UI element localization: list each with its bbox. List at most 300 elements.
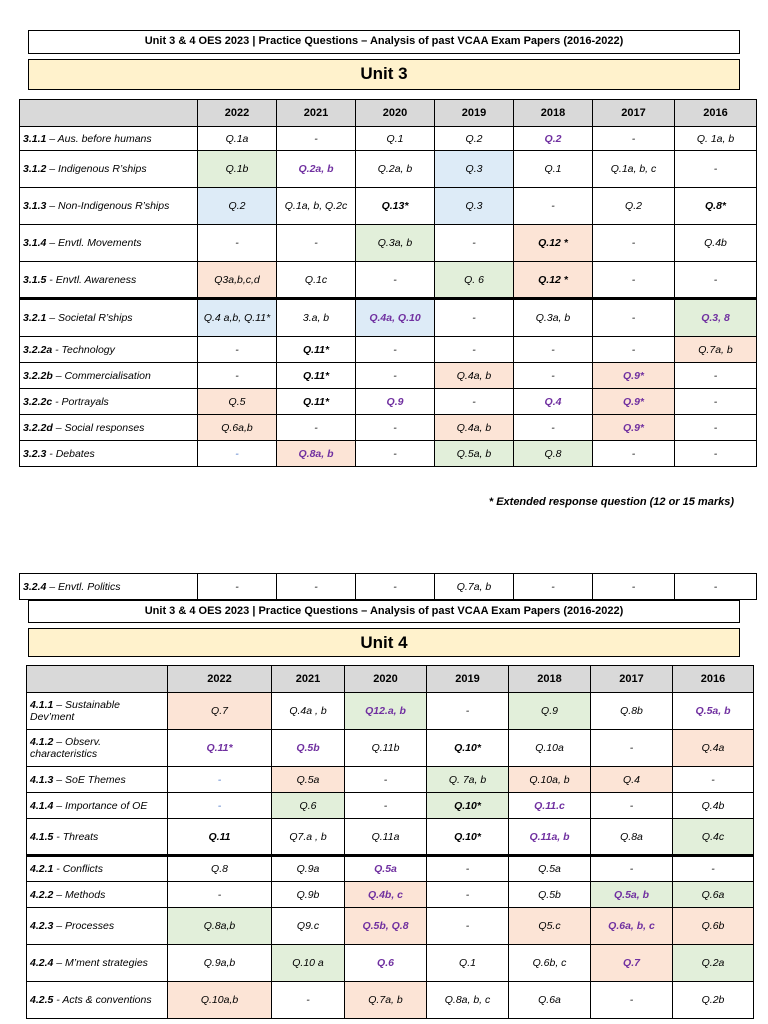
row-topic: Portrayals (61, 395, 109, 408)
question-cell (435, 188, 514, 225)
question-ref: Q.3 (465, 200, 483, 212)
row-label (27, 982, 168, 1019)
row-code: 3.2.3 (23, 447, 47, 460)
question-ref: Q.9* (622, 369, 644, 382)
question-ref: - (551, 580, 555, 593)
question-cell (509, 908, 591, 945)
question-cell (427, 982, 509, 1019)
table-row (20, 127, 757, 151)
row-separator: – (53, 773, 66, 786)
question-ref: Q.4b, c (367, 888, 403, 901)
question-ref: - (393, 273, 397, 286)
question-cell (593, 299, 675, 337)
question-ref: Q7.a , b (289, 830, 327, 843)
question-cell (514, 389, 593, 415)
question-ref: Q.1a, b, c (610, 163, 657, 175)
table-row (20, 225, 757, 262)
question-ref: Q.9a (296, 863, 320, 875)
row-label (27, 819, 168, 856)
question-cell (591, 767, 673, 793)
question-cell (593, 415, 675, 441)
row-label (20, 574, 198, 600)
question-cell (591, 882, 673, 908)
question-cell (168, 982, 272, 1019)
question-cell (356, 337, 435, 363)
question-cell (198, 574, 277, 600)
question-ref: - (713, 273, 718, 286)
question-ref: - (235, 580, 239, 593)
row-label (27, 856, 168, 882)
question-cell (198, 262, 277, 299)
question-ref: Q.8* (704, 200, 726, 212)
question-ref: - (631, 132, 636, 145)
question-cell (345, 693, 427, 730)
question-ref: Q.3a, b (377, 237, 413, 249)
question-ref: Q.8a, b, c (444, 994, 491, 1006)
row-label (20, 389, 198, 415)
row-code: 4.1.5 (30, 830, 54, 843)
question-ref: - (393, 580, 397, 593)
question-cell (591, 819, 673, 856)
question-ref: Q.1 (386, 132, 404, 145)
question-ref: Q.8 (544, 447, 562, 460)
question-ref: - (393, 421, 397, 434)
row-separator: - (52, 395, 62, 408)
question-ref: Q.5a (296, 773, 320, 786)
table-row (20, 415, 757, 441)
question-ref: Q.7a, b (368, 994, 403, 1006)
row-label (20, 415, 198, 441)
question-ref: - (713, 369, 718, 382)
row-separator: - (53, 994, 63, 1006)
question-ref: - (472, 312, 476, 324)
row-topic: Methods (65, 888, 106, 901)
question-ref: - (631, 273, 636, 286)
question-cell (509, 693, 591, 730)
year-header: 2019 (435, 100, 514, 127)
question-cell (198, 225, 277, 262)
question-cell (509, 730, 591, 767)
question-cell (168, 945, 272, 982)
question-cell (168, 730, 272, 767)
question-ref: Q.11a, b (529, 830, 570, 843)
doc-title-banner (28, 30, 740, 54)
question-cell (345, 819, 427, 856)
year-header: 2020 (356, 100, 435, 127)
row-separator: – (46, 580, 59, 593)
table-row (20, 363, 757, 389)
question-ref: Q.2b (701, 994, 725, 1006)
row-code: 4.2.1 (30, 863, 54, 875)
row-separator: - (53, 830, 63, 843)
question-ref: Q.10* (454, 742, 481, 754)
question-cell (345, 767, 427, 793)
question-ref: Q.5b (538, 888, 561, 901)
question-cell (435, 151, 514, 188)
table-row (27, 982, 754, 1019)
year-header: 2016 (675, 100, 757, 127)
row-code: 3.1.4 (23, 237, 47, 249)
question-ref: Q.2 (465, 132, 483, 145)
question-cell (198, 127, 277, 151)
question-cell (675, 337, 757, 363)
question-cell (277, 262, 356, 299)
question-cell (356, 415, 435, 441)
question-cell (277, 389, 356, 415)
question-ref: Q.7 (623, 957, 640, 969)
question-ref: - (472, 237, 476, 249)
question-cell (509, 793, 591, 819)
question-cell (356, 441, 435, 467)
row-separator: – (53, 799, 66, 812)
question-ref: - (631, 580, 636, 593)
question-ref: Q.5a, b (695, 705, 731, 717)
question-ref: Q.11 (208, 830, 231, 843)
question-cell (345, 882, 427, 908)
question-cell (673, 693, 754, 730)
question-ref: - (393, 343, 397, 356)
question-ref: - (235, 447, 239, 460)
question-ref: - (314, 580, 318, 593)
question-ref: - (713, 447, 718, 460)
year-header: 2019 (427, 666, 509, 693)
question-ref: - (551, 421, 555, 434)
row-code: 4.1.1 (30, 699, 54, 711)
question-cell (673, 908, 754, 945)
question-cell (509, 856, 591, 882)
unit3-title-banner (28, 59, 740, 90)
question-cell (673, 856, 754, 882)
row-label (20, 188, 198, 225)
table-row (27, 693, 754, 730)
question-ref: - (465, 920, 470, 932)
question-ref: Q.10a, b (529, 773, 570, 786)
year-header: 2017 (591, 666, 673, 693)
question-ref: Q.6a (701, 888, 725, 901)
question-ref: Q.6 (299, 799, 317, 812)
question-cell (593, 225, 675, 262)
question-cell (356, 127, 435, 151)
question-ref: Q.9 (386, 395, 404, 408)
question-ref: Q3a,b,c,d (214, 273, 260, 286)
question-cell (673, 793, 754, 819)
question-ref: - (314, 132, 318, 145)
question-ref: Q.1b (225, 163, 249, 175)
year-header: 2020 (345, 666, 427, 693)
question-cell (277, 363, 356, 389)
question-ref: Q.6 (377, 957, 394, 969)
row-label (20, 262, 198, 299)
question-ref: Q.2 (544, 132, 562, 145)
question-cell (435, 225, 514, 262)
question-cell (198, 151, 277, 188)
row-code: 3.2.4 (23, 580, 47, 593)
question-cell (168, 793, 272, 819)
table-row (20, 337, 757, 363)
question-cell (675, 151, 757, 188)
row-code: 4.2.2 (30, 888, 54, 901)
question-ref: Q.2a, b (298, 163, 334, 175)
question-ref: Q. 7a, b (448, 773, 487, 786)
question-ref: Q.4b (701, 799, 725, 812)
row-label (27, 730, 168, 767)
row-code: 3.1.1 (23, 132, 47, 145)
question-cell (509, 882, 591, 908)
unit3-continued-table (19, 573, 757, 600)
row-code: 3.1.2 (23, 163, 47, 175)
question-ref: Q.2 (625, 200, 642, 212)
question-cell (427, 882, 509, 908)
question-cell (272, 730, 345, 767)
question-ref: Q.9* (622, 421, 644, 434)
row-code: 4.2.5 (30, 994, 54, 1006)
year-header: 2018 (509, 666, 591, 693)
question-ref: Q.9b (296, 888, 320, 901)
question-cell (435, 337, 514, 363)
question-cell (198, 415, 277, 441)
question-ref: Q.4a, b (456, 421, 492, 434)
question-cell (591, 793, 673, 819)
question-ref: - (629, 994, 634, 1006)
question-cell (427, 856, 509, 882)
question-cell (593, 262, 675, 299)
question-cell (168, 856, 272, 882)
question-cell (198, 188, 277, 225)
question-ref: - (472, 395, 476, 408)
question-cell (675, 441, 757, 467)
question-cell (277, 225, 356, 262)
row-separator: – (52, 369, 65, 382)
question-cell (509, 819, 591, 856)
question-cell (675, 262, 757, 299)
question-ref: - (235, 237, 239, 249)
row-topic: M’ment strategies (65, 957, 148, 969)
question-cell (168, 693, 272, 730)
row-label (27, 693, 168, 730)
question-ref: - (217, 773, 222, 786)
question-cell (356, 363, 435, 389)
question-cell (435, 127, 514, 151)
question-ref: Q.10* (454, 830, 481, 843)
question-cell (435, 299, 514, 337)
question-cell (675, 127, 757, 151)
question-ref: Q.4 a,b, Q.11* (203, 312, 271, 324)
question-cell (593, 441, 675, 467)
question-cell (675, 363, 757, 389)
question-ref: - (631, 343, 636, 356)
question-cell (591, 945, 673, 982)
question-ref: - (629, 799, 634, 812)
unit3-table (19, 99, 757, 467)
question-ref: Q.4a , b (289, 705, 327, 717)
question-cell (514, 151, 593, 188)
question-ref: Q.5a, b (456, 447, 492, 460)
row-topic: Threats (62, 830, 99, 843)
question-ref: - (551, 369, 555, 382)
question-ref: Q.4 (623, 773, 640, 786)
year-header: 2021 (272, 666, 345, 693)
question-ref: - (217, 799, 222, 812)
row-separator: - (46, 273, 56, 286)
row-topic: Processes (65, 920, 115, 932)
question-ref: Q.4b (704, 237, 727, 249)
row-code: 3.1.3 (23, 200, 47, 212)
question-cell (427, 730, 509, 767)
row-code: 3.2.2b (23, 369, 53, 382)
question-ref: Q.1a (225, 132, 249, 145)
question-cell (509, 767, 591, 793)
question-ref: Q.5b, Q.8 (362, 920, 409, 932)
row-topic: Envtl. Awareness (55, 273, 137, 286)
question-ref: - (465, 705, 470, 717)
question-ref: Q.3a, b (535, 312, 571, 324)
question-cell (168, 882, 272, 908)
question-cell (272, 982, 345, 1019)
question-cell (277, 127, 356, 151)
doc-title: Unit 3 & 4 OES 2023 | Practice Questions – Analysis of past VCAA Exam Papers (2016-2022) (144, 605, 624, 617)
question-cell (435, 363, 514, 389)
question-cell (514, 299, 593, 337)
question-cell (593, 151, 675, 188)
question-ref: Q. 6 (464, 273, 484, 286)
question-cell (514, 127, 593, 151)
question-cell (277, 151, 356, 188)
question-cell (591, 856, 673, 882)
question-cell (514, 337, 593, 363)
row-topic: Societal R’ships (58, 312, 133, 324)
question-cell (277, 337, 356, 363)
table-row (27, 819, 754, 856)
table-row (20, 441, 757, 467)
question-cell (345, 908, 427, 945)
row-topic: Technology (61, 343, 115, 356)
question-cell (427, 945, 509, 982)
question-cell (356, 151, 435, 188)
question-ref: Q.4a, Q.10 (369, 312, 421, 324)
question-ref: Q.6a, b, c (608, 920, 655, 932)
unit4-table (26, 665, 754, 1019)
question-ref: - (713, 395, 718, 408)
question-ref: - (629, 863, 634, 875)
question-cell (277, 188, 356, 225)
question-ref: Q.11.c (534, 799, 565, 812)
question-cell (272, 819, 345, 856)
row-topic: Envtl. Movements (58, 237, 142, 249)
year-header: 2022 (168, 666, 272, 693)
year-header: 2017 (593, 100, 675, 127)
question-ref: Q.10a,b (200, 994, 239, 1006)
row-topic: Sustainable Dev’ment (30, 699, 120, 723)
row-topic: Importance of OE (65, 799, 148, 812)
question-ref: - (631, 447, 636, 460)
question-ref: Q.6a,b (221, 421, 253, 434)
question-cell (673, 730, 754, 767)
year-header: 2021 (277, 100, 356, 127)
row-label (20, 225, 198, 262)
question-cell (435, 574, 514, 600)
question-ref: Q.5a, b (613, 888, 649, 901)
question-ref: - (393, 369, 397, 382)
question-cell (277, 441, 356, 467)
unit4-header-row (27, 666, 754, 693)
question-cell (277, 574, 356, 600)
question-cell (168, 819, 272, 856)
question-cell (675, 188, 757, 225)
question-ref: Q.2a, b (377, 163, 413, 175)
row-code: 3.1.5 (23, 273, 47, 286)
question-ref: Q.13* (381, 200, 409, 212)
question-cell (514, 262, 593, 299)
row-separator: - (53, 863, 63, 875)
question-cell (591, 908, 673, 945)
question-ref: - (465, 888, 470, 901)
question-ref: - (551, 200, 555, 212)
question-cell (591, 982, 673, 1019)
question-cell (514, 225, 593, 262)
question-cell (345, 856, 427, 882)
row-code: 3.2.2a (23, 343, 53, 356)
row-topic: Observ. characteristics (30, 736, 102, 760)
question-ref: - (631, 237, 636, 249)
question-ref: Q.11a (371, 830, 400, 843)
question-ref: Q.10a (535, 742, 564, 754)
question-ref: Q.4 (544, 395, 562, 408)
question-ref: Q.2 (228, 200, 246, 212)
question-cell (435, 262, 514, 299)
question-cell (435, 415, 514, 441)
question-ref: - (235, 369, 239, 382)
row-separator: - (46, 447, 56, 460)
question-ref: Q.10* (454, 799, 481, 812)
question-ref: Q.5b (296, 742, 320, 754)
row-topic: Indigenous R’ships (58, 163, 147, 175)
question-cell (514, 363, 593, 389)
question-ref: - (631, 312, 636, 324)
question-ref: Q.12 * (538, 273, 568, 286)
question-cell (198, 299, 277, 337)
table-row (20, 188, 757, 225)
row-label (20, 127, 198, 151)
question-ref: Q.11* (302, 395, 330, 408)
question-cell (675, 574, 757, 600)
row-topic: Non-Indigenous R’ships (58, 200, 170, 212)
question-cell (427, 908, 509, 945)
unit4-title: Unit 4 (360, 633, 408, 652)
row-label (27, 767, 168, 793)
question-ref: Q.3, 8 (701, 312, 730, 324)
row-topic: Commercialisation (64, 369, 151, 382)
question-ref: Q.8a (620, 830, 643, 843)
question-cell (345, 793, 427, 819)
question-cell (198, 389, 277, 415)
table-row (27, 730, 754, 767)
unit3-header-row (20, 100, 757, 127)
question-ref: Q.1a, b, Q.2c (284, 200, 348, 212)
table-row (20, 574, 757, 600)
table-row (20, 389, 757, 415)
question-cell (673, 882, 754, 908)
question-ref: Q.6b (701, 920, 725, 932)
question-ref: Q.9* (622, 395, 644, 408)
question-cell (427, 819, 509, 856)
row-label (20, 363, 198, 389)
question-ref: Q.5a (538, 863, 561, 875)
question-cell (272, 908, 345, 945)
unit4-title-banner (28, 628, 740, 657)
year-header: 2018 (514, 100, 593, 127)
question-ref: Q.2a (701, 957, 725, 969)
question-cell (435, 441, 514, 467)
